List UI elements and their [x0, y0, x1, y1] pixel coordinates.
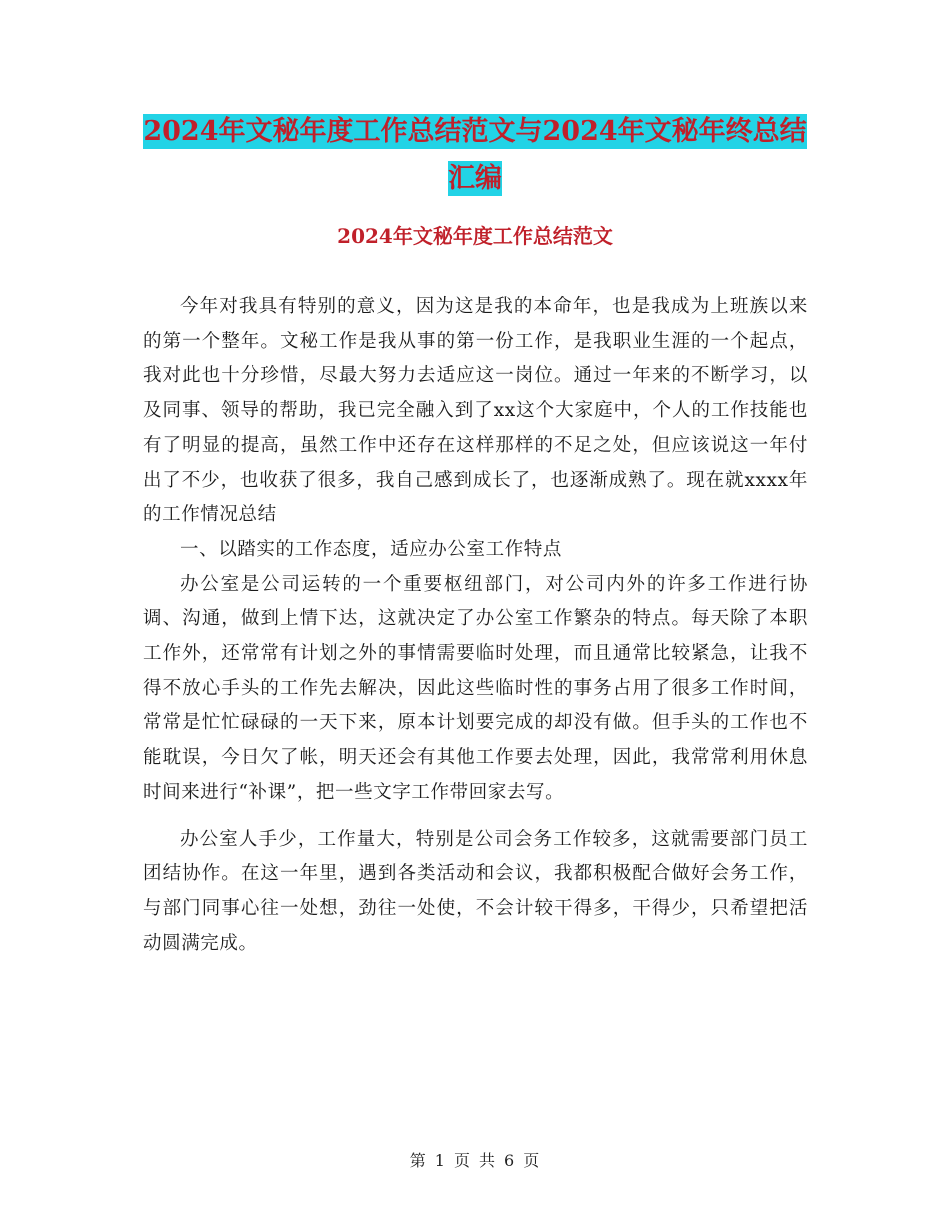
- document-title: [0, 108, 950, 202]
- paragraph-office-work: 办公室是公司运转的一个重要枢纽部门，对公司内外的许多工作进行协调、沟通，做到上情下达，这就决定了办公室工作繁杂的特点。每天除了本职工作外，还常常有计划之外的事情需要临时处理，而且通常比较紧急，让我不得不放心手头的工作先去解决，因此这些临时性的事务占用了很多工作时间，常常是忙忙碌碌的一天下来，原本计划要完成的却没有做。但手头的工作也不能耽误，今日欠了帐，明天还会有其他工作要去处理，因此，我常常利用休息时间来进行“补课”，把一些文字工作带回家去写。: [143, 573, 808, 803]
- page-footer: [0, 1148, 950, 1171]
- footer-label-page: 第: [409, 1151, 427, 1170]
- document-title-line-1: 2024年文秘年度工作总结范文与2024年文秘年终总结: [143, 116, 807, 147]
- section-title: 2024年文秘年度工作总结范文: [337, 224, 613, 248]
- footer-current-page: 1: [434, 1151, 446, 1170]
- footer-label-total: 共: [479, 1151, 497, 1170]
- document-title-line-2: 汇编: [448, 163, 502, 194]
- paragraph-intro: 今年对我具有特别的意义，因为这是我的本命年，也是我成为上班族以来的第一个整年。文秘工作是我从事的第一份工作，是我职业生涯的一个起点，我对此也十分珍惜，尽最大努力去适应这一岗位。通过一年来的不断学习，以及同事、领导的帮助，我已完全融入到了xx这个大家庭中，个人的工作技能也有了明显的提高，虽然工作中还存在这样那样的不足之处，但应该说这一年付出了不少，也收获了很多，我自己感到成长了，也逐渐成熟了。现在就xxxx年的工作情况总结: [143, 296, 808, 526]
- footer-total-pages: 6: [504, 1151, 516, 1170]
- paragraph-heading-1: 一、以踏实的工作态度，适应办公室工作特点: [180, 538, 563, 560]
- footer-label-end: 页: [523, 1151, 541, 1170]
- footer-label-of: 页: [453, 1151, 471, 1170]
- paragraph-teamwork: 办公室人手少，工作量大，特别是公司会务工作较多，这就需要部门员工团结协作。在这一年里，遇到各类活动和会议，我都积极配合做好会务工作，与部门同事心往一处想，劲往一处使，不会计较干得多，干得少，只希望把活动圆满完成。: [143, 828, 808, 954]
- document-body: [143, 290, 808, 961]
